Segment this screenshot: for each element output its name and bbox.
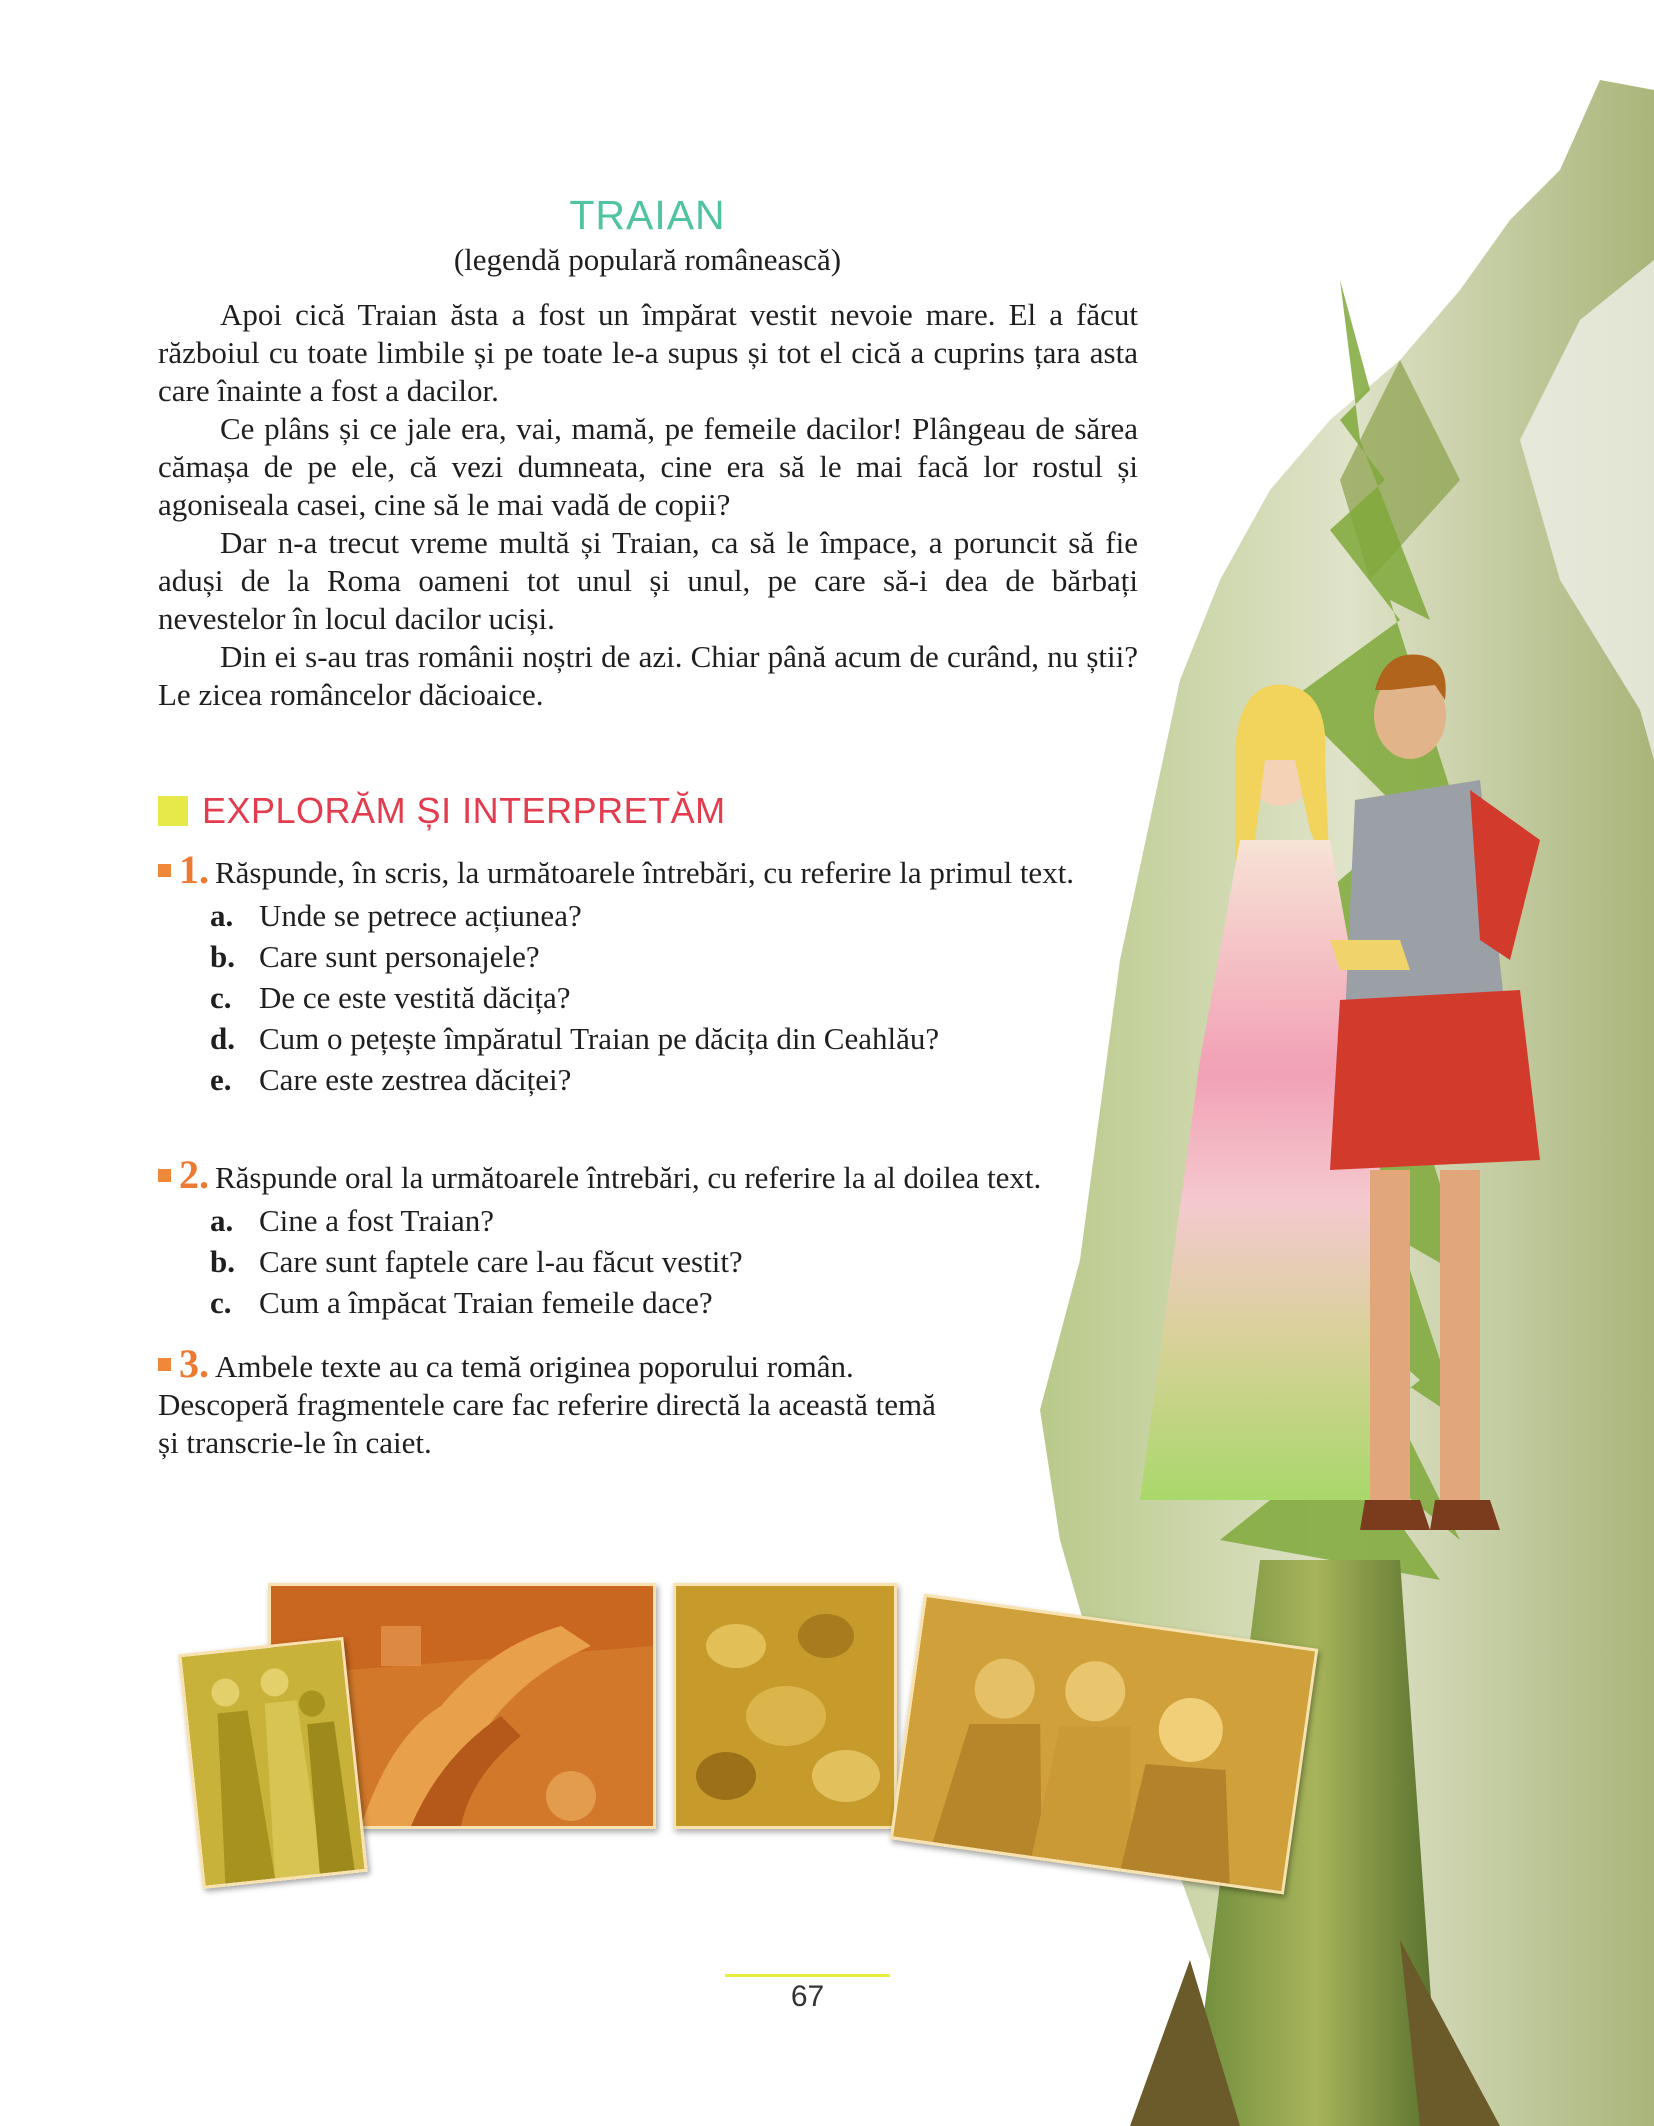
item-text: Cum o pețește împăratul Traian pe dăcița din Ceahlău?: [259, 1021, 940, 1056]
story-subtitle: (legendă populară românească): [453, 242, 842, 277]
list-item: [210, 895, 1138, 936]
story-paragraph: Dar n-a trecut vreme multă și Traian, ca să le împace, a poruncit să fie aduși de la Roma oameni tot unul și unul, pe care să-i dea de bărbați nevestelor în locul dacilor uciși.: [158, 525, 1138, 636]
list-item: [210, 936, 1138, 977]
item-text: De ce este vestită dăcița?: [259, 980, 571, 1015]
list-item: [210, 1059, 1138, 1100]
item-text: Care sunt faptele care l-au făcut vestit?: [259, 1244, 743, 1279]
question-number: 1.: [179, 847, 209, 892]
item-letter: b.: [210, 939, 235, 974]
item-text: Care este zestrea dăciței?: [259, 1062, 572, 1097]
question-number: 2.: [179, 1152, 209, 1197]
item-text: Cine a fost Traian?: [259, 1203, 495, 1238]
bullet-square-icon: [158, 1358, 171, 1371]
item-text: Cum a împăcat Traian femeile dace?: [259, 1285, 713, 1320]
question-number: 3.: [179, 1341, 209, 1386]
question-text: Răspunde, în scris, la următoarele întrebări, cu referire la primul text.: [215, 855, 1075, 890]
story-paragraph: Ce plâns și ce jale era, vai, mamă, pe femeile dacilor! Plângeau de sărea cămașa de pe ele, că vezi dumneata, cine era să le mai facă lor rostul și agoniseala casei, cine să le mai vadă de copii?: [158, 411, 1138, 522]
story-paragraph: Apoi cică Traian ăsta a fost un împărat vestit nevoie mare. El a făcut războiul cu toate limbile și pe toate le-a supus și tot el cică a cuprins țara asta care înainte a fost a dacilor.: [158, 297, 1138, 408]
question-items: [158, 895, 1138, 1100]
item-text: Unde se petrece acțiunea?: [259, 898, 582, 933]
item-text: Care sunt personajele?: [259, 939, 540, 974]
story-title: TRAIAN: [569, 192, 726, 238]
item-letter: a.: [210, 898, 234, 933]
bullet-square-icon: [158, 1169, 171, 1182]
item-letter: c.: [210, 1285, 232, 1320]
item-letter: d.: [210, 1021, 235, 1056]
list-item: [210, 1241, 1138, 1282]
item-letter: e.: [210, 1062, 232, 1097]
section-square-icon: [158, 796, 188, 826]
item-letter: b.: [210, 1244, 235, 1279]
page-number: 67: [790, 1980, 825, 2013]
section-heading: [158, 790, 726, 832]
story-paragraph: Din ei s-au tras românii noștri de azi. Chiar până acum de curând, nu știi? Le zicea româncelor dăcioaice.: [158, 639, 1138, 712]
section-title: EXPLORĂM ȘI INTERPRETĂM: [202, 790, 726, 831]
relief-photo-battle-scene: [673, 1583, 897, 1829]
question-1: [158, 847, 1138, 1100]
question-text: Răspunde oral la următoarele întrebări, cu referire la al doilea text.: [215, 1160, 1042, 1195]
story-text: [158, 296, 1138, 714]
page-number-rule: [725, 1974, 890, 1977]
list-item: [210, 977, 1138, 1018]
list-item: [210, 1200, 1138, 1241]
list-item: [210, 1282, 1138, 1323]
item-letter: a.: [210, 1203, 234, 1238]
item-letter: c.: [210, 980, 232, 1015]
question-3: [158, 1341, 938, 1462]
question-items: [158, 1200, 1138, 1323]
relief-photo-figures: [178, 1637, 368, 1889]
question-text: Ambele texte au ca temă originea poporului român. Descoperă fragmentele care fac referire directă la această temă și transcrie-le în caiet.: [158, 1349, 936, 1460]
bullet-square-icon: [158, 864, 171, 877]
question-2: [158, 1152, 1138, 1323]
list-item: [210, 1018, 1138, 1059]
